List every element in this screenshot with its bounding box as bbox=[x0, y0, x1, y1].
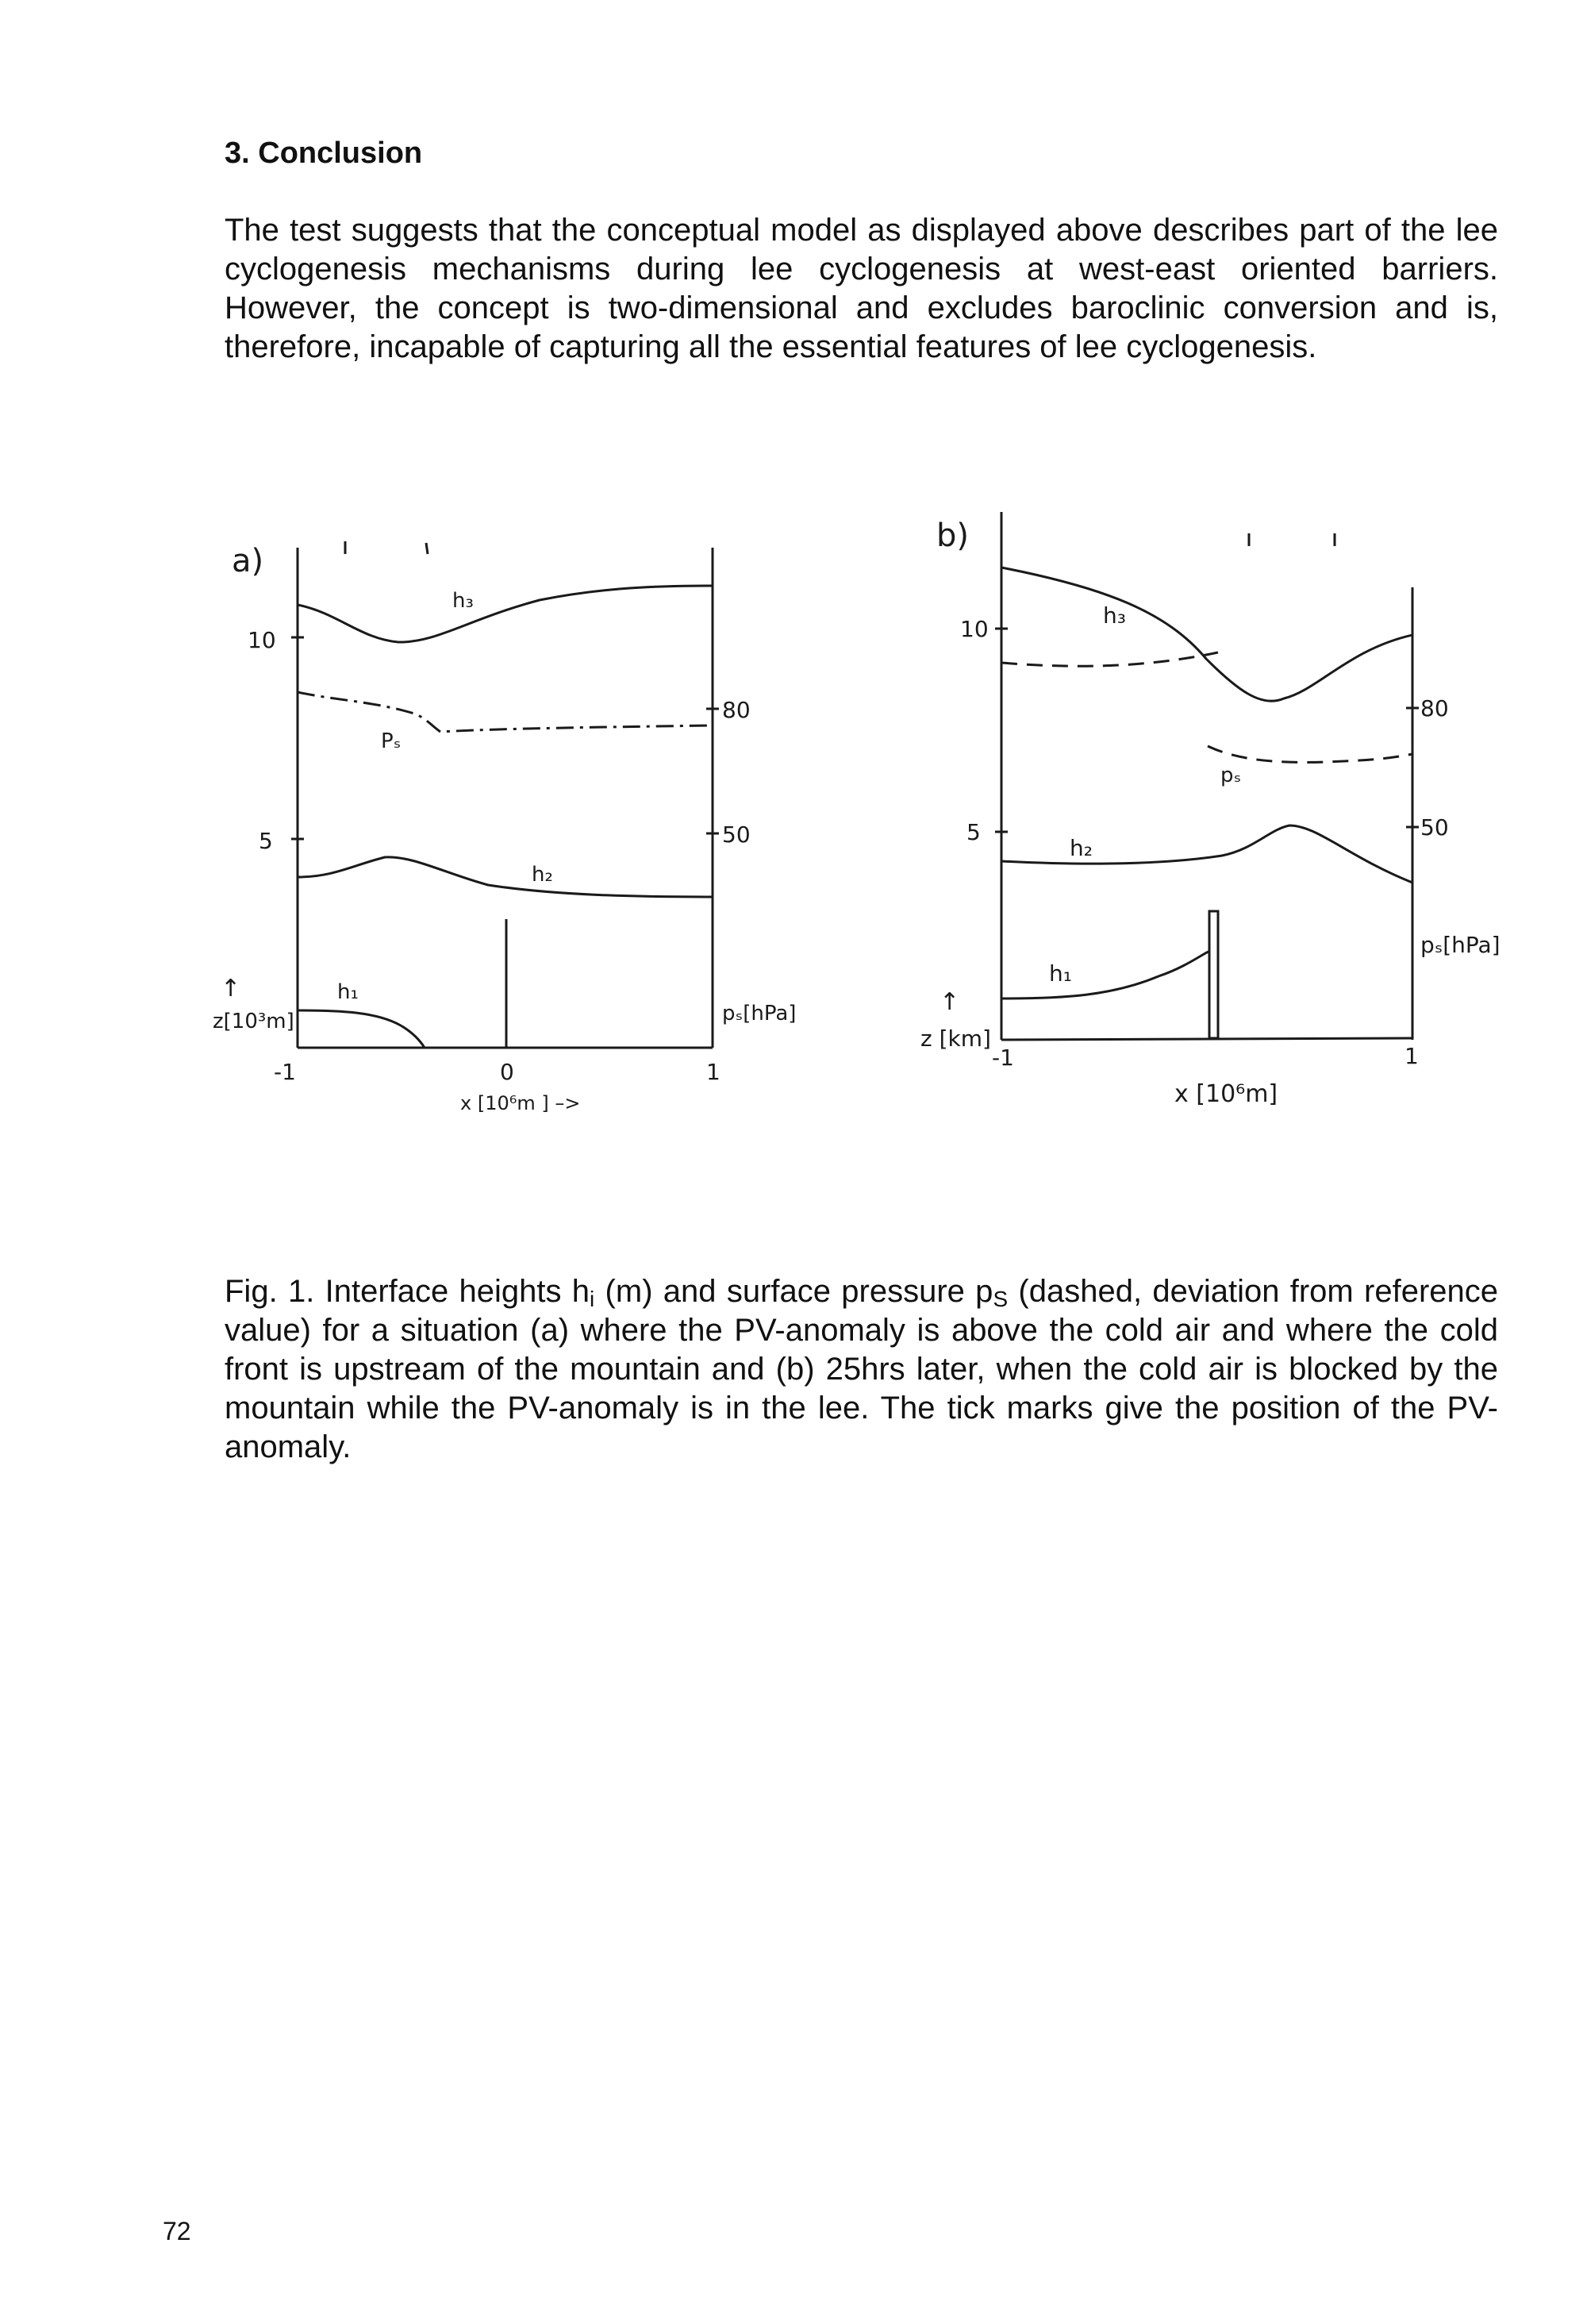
panel-b-mountain bbox=[1209, 911, 1218, 1038]
panel-b-rtick-80: 80 bbox=[1420, 695, 1449, 721]
panel-a-rtick-80: 80 bbox=[722, 697, 751, 723]
conclusion-paragraph: The test suggests that the conceptual model as displayed above describes part of the lee cyclogenesis mechanisms during lee cyclogenesis at west-east oriented barriers. However, the concept is two-dimensional and excludes baroclinic conversion and is, therefore, incapable of capturing all the essential features of lee cyclogenesis. bbox=[225, 213, 1498, 364]
panel-a-h3-curve bbox=[298, 586, 713, 642]
panel-a-xtick-0: 0 bbox=[500, 1059, 514, 1085]
panel-a-rtick-50: 50 bbox=[722, 821, 751, 848]
panel-b-label: b) bbox=[936, 518, 969, 554]
panel-b-h2-curve bbox=[1001, 825, 1412, 883]
panel-b-y-arrow: ↑ bbox=[940, 988, 960, 1016]
panel-b-xtick-1: 1 bbox=[1404, 1043, 1419, 1069]
panel-b-x-label: x [10⁶m] bbox=[1174, 1080, 1278, 1108]
figure-caption: Fig. 1. Interface heights $h_i$ (m) and surface pressure $p_S$ (dashed, deviation from reference value) for a situation (a) where the PV-anomaly is above the cold air and where the cold front is upstream of the mountain and (b) 25hrs later, when the cold air is blocked by the mountain while the PV-anomaly is in the lee. The tick marks give the position of the PV-anomaly. bbox=[225, 1274, 1499, 1464]
panel-a-y-label: z[10³m] bbox=[213, 1010, 294, 1033]
panel-b-ps-curve bbox=[1001, 652, 1218, 666]
panel-a-ps-curve bbox=[298, 692, 713, 732]
panel-a-h1-curve bbox=[298, 1010, 425, 1048]
panel-a-h1-label: h₁ bbox=[337, 980, 359, 1004]
panel-b-baseline bbox=[1001, 1038, 1412, 1040]
panel-b-h3-curve bbox=[1001, 568, 1412, 701]
figure-panel-b bbox=[905, 500, 1555, 1135]
panel-b-rtick-50: 50 bbox=[1420, 814, 1449, 841]
panel-a-h2-label: h₂ bbox=[532, 863, 553, 887]
panel-b-right-label: pₛ[hPa] bbox=[1420, 932, 1501, 958]
panel-a-ytick-5: 5 bbox=[259, 828, 273, 854]
figure-panel-a bbox=[190, 524, 873, 1127]
panel-a-xtick-minus1: -1 bbox=[274, 1059, 296, 1085]
panel-a-h3-label: h₃ bbox=[452, 589, 474, 613]
panel-a-h2-curve bbox=[298, 857, 713, 897]
panel-b-h2-label: h₂ bbox=[1070, 835, 1093, 861]
panel-b-ytick-10: 10 bbox=[960, 616, 989, 642]
panel-b-ps-curve bbox=[1208, 746, 1412, 762]
page-number: 72 bbox=[163, 2217, 191, 2245]
panel-a-ytick-10: 10 bbox=[248, 627, 276, 653]
panel-b-ytick-5: 5 bbox=[966, 819, 981, 845]
panel-b-h1-curve bbox=[1001, 951, 1210, 998]
panel-a-right-label: pₛ[hPa] bbox=[722, 1002, 797, 1025]
panel-a-ps-label: Pₛ bbox=[381, 729, 402, 753]
panel-b-y-label: z [km] bbox=[920, 1025, 991, 1052]
panel-b-ps-label: pₛ bbox=[1220, 764, 1242, 787]
panel-b-xtick-minus1: -1 bbox=[992, 1045, 1014, 1071]
panel-a-y-arrow: ↑ bbox=[221, 975, 241, 1002]
panel-a-label: a) bbox=[232, 543, 264, 579]
section-heading: 3. Conclusion bbox=[225, 137, 423, 170]
panel-a-pv-tick bbox=[426, 543, 428, 554]
panel-b-h3-label: h₃ bbox=[1103, 602, 1126, 629]
panel-b-h1-label: h₁ bbox=[1049, 960, 1072, 987]
panel-a-xtick-1: 1 bbox=[706, 1059, 720, 1085]
panel-a-x-label: x [10⁶m ] –> bbox=[460, 1092, 581, 1114]
